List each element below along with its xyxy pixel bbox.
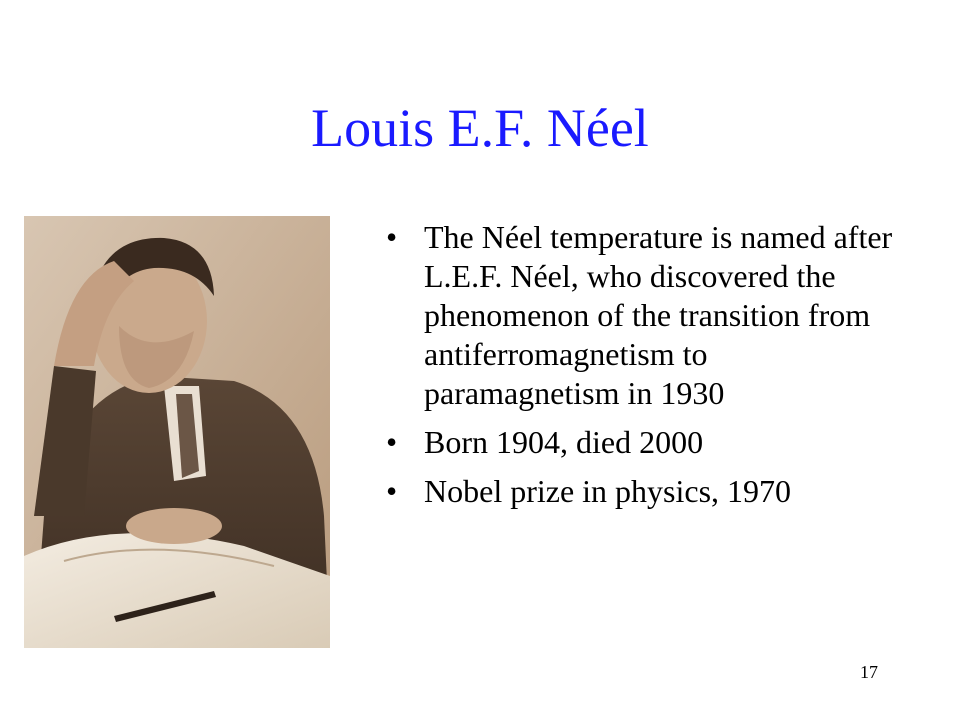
bullet-item [384, 472, 904, 511]
bullet-text: The Néel temperature is named after L.E.F. Néel, who discovered the phenomenon of the transition from antiferromagnetism to paramagnetism in 1930 [424, 219, 893, 411]
bullet-dot: • [386, 219, 398, 255]
portrait-photo [24, 216, 330, 648]
bullet-dot: • [386, 473, 398, 509]
bullet-text: Born 1904, died 2000 [424, 424, 704, 460]
bullet-list [384, 218, 904, 521]
bullet-text: Nobel prize in physics, 1970 [424, 473, 792, 509]
bullet-dot: • [386, 424, 398, 460]
page-number: 17 [860, 662, 878, 682]
portrait-photo-graphic [24, 216, 330, 648]
slide-title: Louis E.F. Néel [311, 98, 649, 158]
bullet-item [384, 423, 904, 462]
bullet-item [384, 218, 904, 413]
